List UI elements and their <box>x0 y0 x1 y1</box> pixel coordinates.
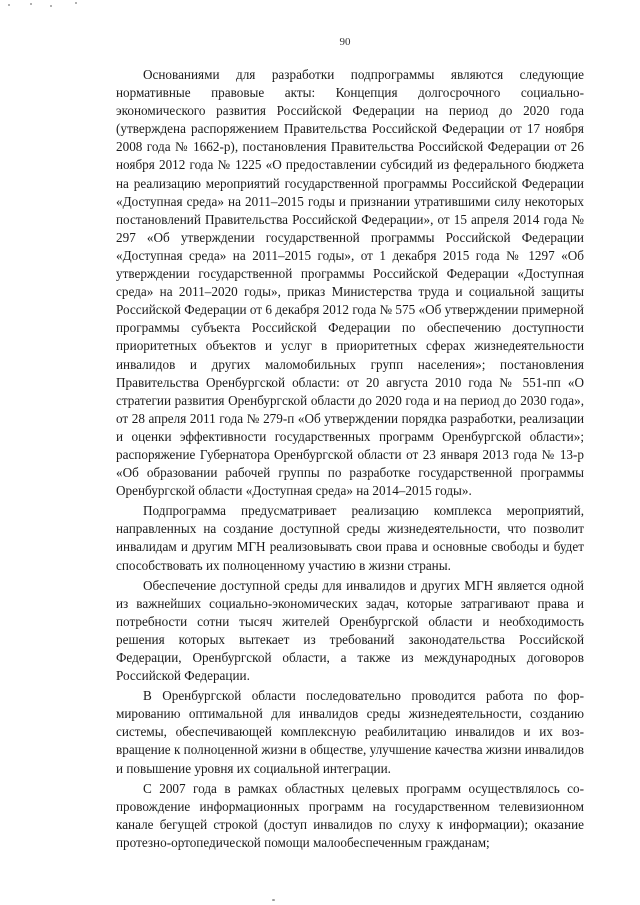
document-body <box>116 66 584 854</box>
paragraph-subprogram-measures: Подпрограмма предусматривает реализацию комплекса мероприятий, направленных на создание доступной среды жизнедеятельности, что позволит инвалидам и другим МГН реализовывать свои права и основные свободы и будет способствовать их полноценному участию в жизни страны. <box>116 503 584 573</box>
scan-speck <box>50 5 52 7</box>
paragraph-legal-basis: Основаниями для разработки подпрограммы являются следующие нормативные правовые акты: Концепция долгосрочного социально-экономического развития Российской Федерации на период до 2020 года (утверждена распоряжением Правительства Российской Федерации от 17 ноября 2008 года № 1662-р), постановления Правительства Российской Федерации от 26 ноября 2012 года № 1225 «О предоставлении субсидий из федерального бюджета на реализацию мероприятий государственной программы Российской Федерации «Доступная среда» на 2011–2015 годы и признании утратившими силу некоторых постановлений Правительства Российской Федерации», от 15 апреля 2014 года № 297 «Об утверждении государственной программы Российской Федерации «Доступная среда» на 2011–2015 годы», от 1 декабря 2015 года № 1297 «Об утверждении государственной программы Российской Федерации «Доступная среда» на 2011–2020 годы», приказ Министерства труда и социальной защиты Российской Федерации от 6 декабря 2012 года № 575 «Об утверждении примерной программы субъекта Российской Федерации по обеспечению доступности приоритетных объектов и услуг в приоритетных сферах жизнедеятельности инвалидов и других маломобильных групп населения»; постановления Правительства Оренбургской области: от 20 августа 2010 года № 551-пп «О стратегии развития Оренбургской области до 2020 года и на период до 2030 года», от 28 апреля 2011 года № 279-п «Об утверждении порядка разработки, реализации и оценки эффективности государственных программ Оренбургской области»; распоряжение Губернатора Оренбургской области от 23 января 2013 года № 13-р «Об образовании рабочей группы по разработке государственной программы Оренбургской области «Доступная среда» на 2014–2015 годы». <box>116 67 584 499</box>
scan-speck <box>75 2 77 4</box>
scan-speck <box>30 3 32 5</box>
scan-speck <box>272 899 275 901</box>
paragraph-accessible-environment: Обеспечение доступной среды для инвалидов и других МГН является одной из важнейших социально-экономических задач, которые затрагивают права и потребности сотни тысяч жителей Оренбургской области и необходимость решения которых вытекает из требований законодательства Российской Федерации, Оренбургской области, а также из международных договоров Российской Федерации. <box>116 577 584 684</box>
scan-speck <box>8 4 10 6</box>
page-number: 90 <box>339 36 351 48</box>
paragraph-since-2007: С 2007 года в рамках областных целевых программ осуществлялось сопровождение информационных программ на государственном телевизионном канале бегущей строкой (доступ инвалидов по слуху к информации); оказание протезно-ортопедической помощи малообеспеченным гражданам; <box>116 780 584 850</box>
paragraph-regional-work: В Оренбургской области последовательно проводится работа по формированию оптимальной для инвалидов среды жизнедеятельности, созданию системы, обеспечивающей комплексную реабилитацию инвалидов и их возвращение к полноценной жизни в обществе, улучшение качества жизни инвалидов и повышение уровня их социальной интеграции. <box>116 688 584 776</box>
